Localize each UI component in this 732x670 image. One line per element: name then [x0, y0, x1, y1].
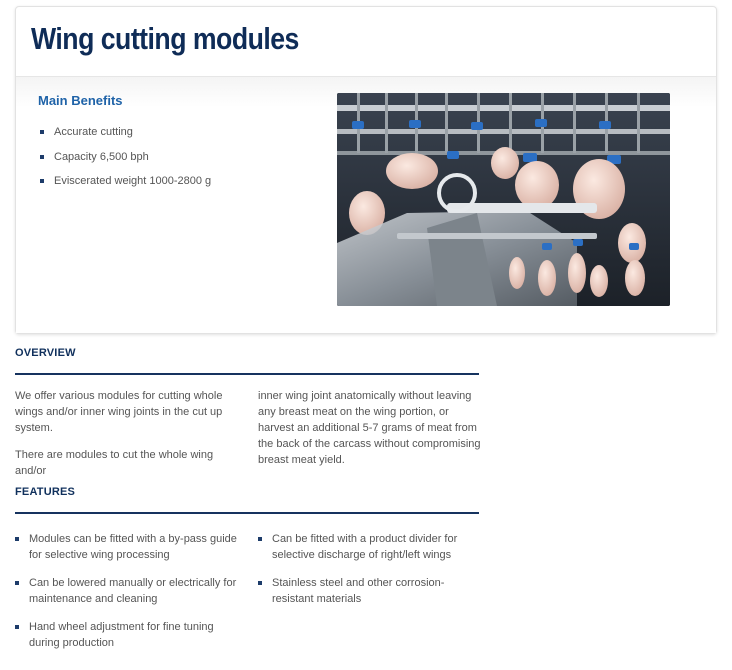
square-bullet-icon: [40, 155, 44, 159]
card-body: [16, 77, 716, 333]
list-item: Eviscerated weight 1000-2800 g: [40, 174, 211, 199]
benefits-list: [40, 125, 211, 199]
overview-heading: OVERVIEW: [15, 347, 479, 375]
list-item: Stainless steel and other corrosion-resistant materials: [258, 575, 482, 607]
features-left-list: [15, 531, 245, 663]
square-bullet-icon: [40, 130, 44, 134]
list-item: Hand wheel adjustment for fine tuning during production: [15, 619, 245, 651]
list-item: Capacity 6,500 bph: [40, 150, 211, 175]
overview-right-column: [258, 388, 482, 479]
square-bullet-icon: [15, 625, 19, 629]
square-bullet-icon: [15, 581, 19, 585]
product-card: [15, 6, 717, 334]
overview-paragraph: There are modules to cut the whole wing and/or: [15, 449, 214, 477]
card-header: [16, 7, 716, 77]
overview-paragraph: inner wing joint anatomically without leaving any breast meat on the wing portion, or harvest an additional 5-7 grams of meat from the back of the carcass without compromising breast meat yield.: [258, 390, 481, 466]
features-right-list: [258, 531, 482, 619]
overview-left-column: [15, 388, 240, 490]
list-item: Can be fitted with a product divider for selective discharge of right/left wings: [258, 531, 482, 563]
square-bullet-icon: [40, 179, 44, 183]
square-bullet-icon: [15, 537, 19, 541]
list-item: Modules can be fitted with a by-pass guide for selective wing processing: [15, 531, 245, 563]
features-heading: FEATURES: [15, 486, 479, 514]
benefits-heading: Main Benefits: [38, 93, 123, 108]
list-item: Can be lowered manually or electrically for maintenance and cleaning: [15, 575, 245, 607]
product-photo: [337, 93, 670, 306]
wing-cutting-machine-photo: [337, 93, 670, 306]
list-item: Accurate cutting: [40, 125, 211, 150]
overview-paragraph: We offer various modules for cutting whole wings and/or inner wing joints in the cut up system.: [15, 390, 223, 434]
page-title: Wing cutting modules: [31, 21, 299, 56]
square-bullet-icon: [258, 581, 262, 585]
square-bullet-icon: [258, 537, 262, 541]
